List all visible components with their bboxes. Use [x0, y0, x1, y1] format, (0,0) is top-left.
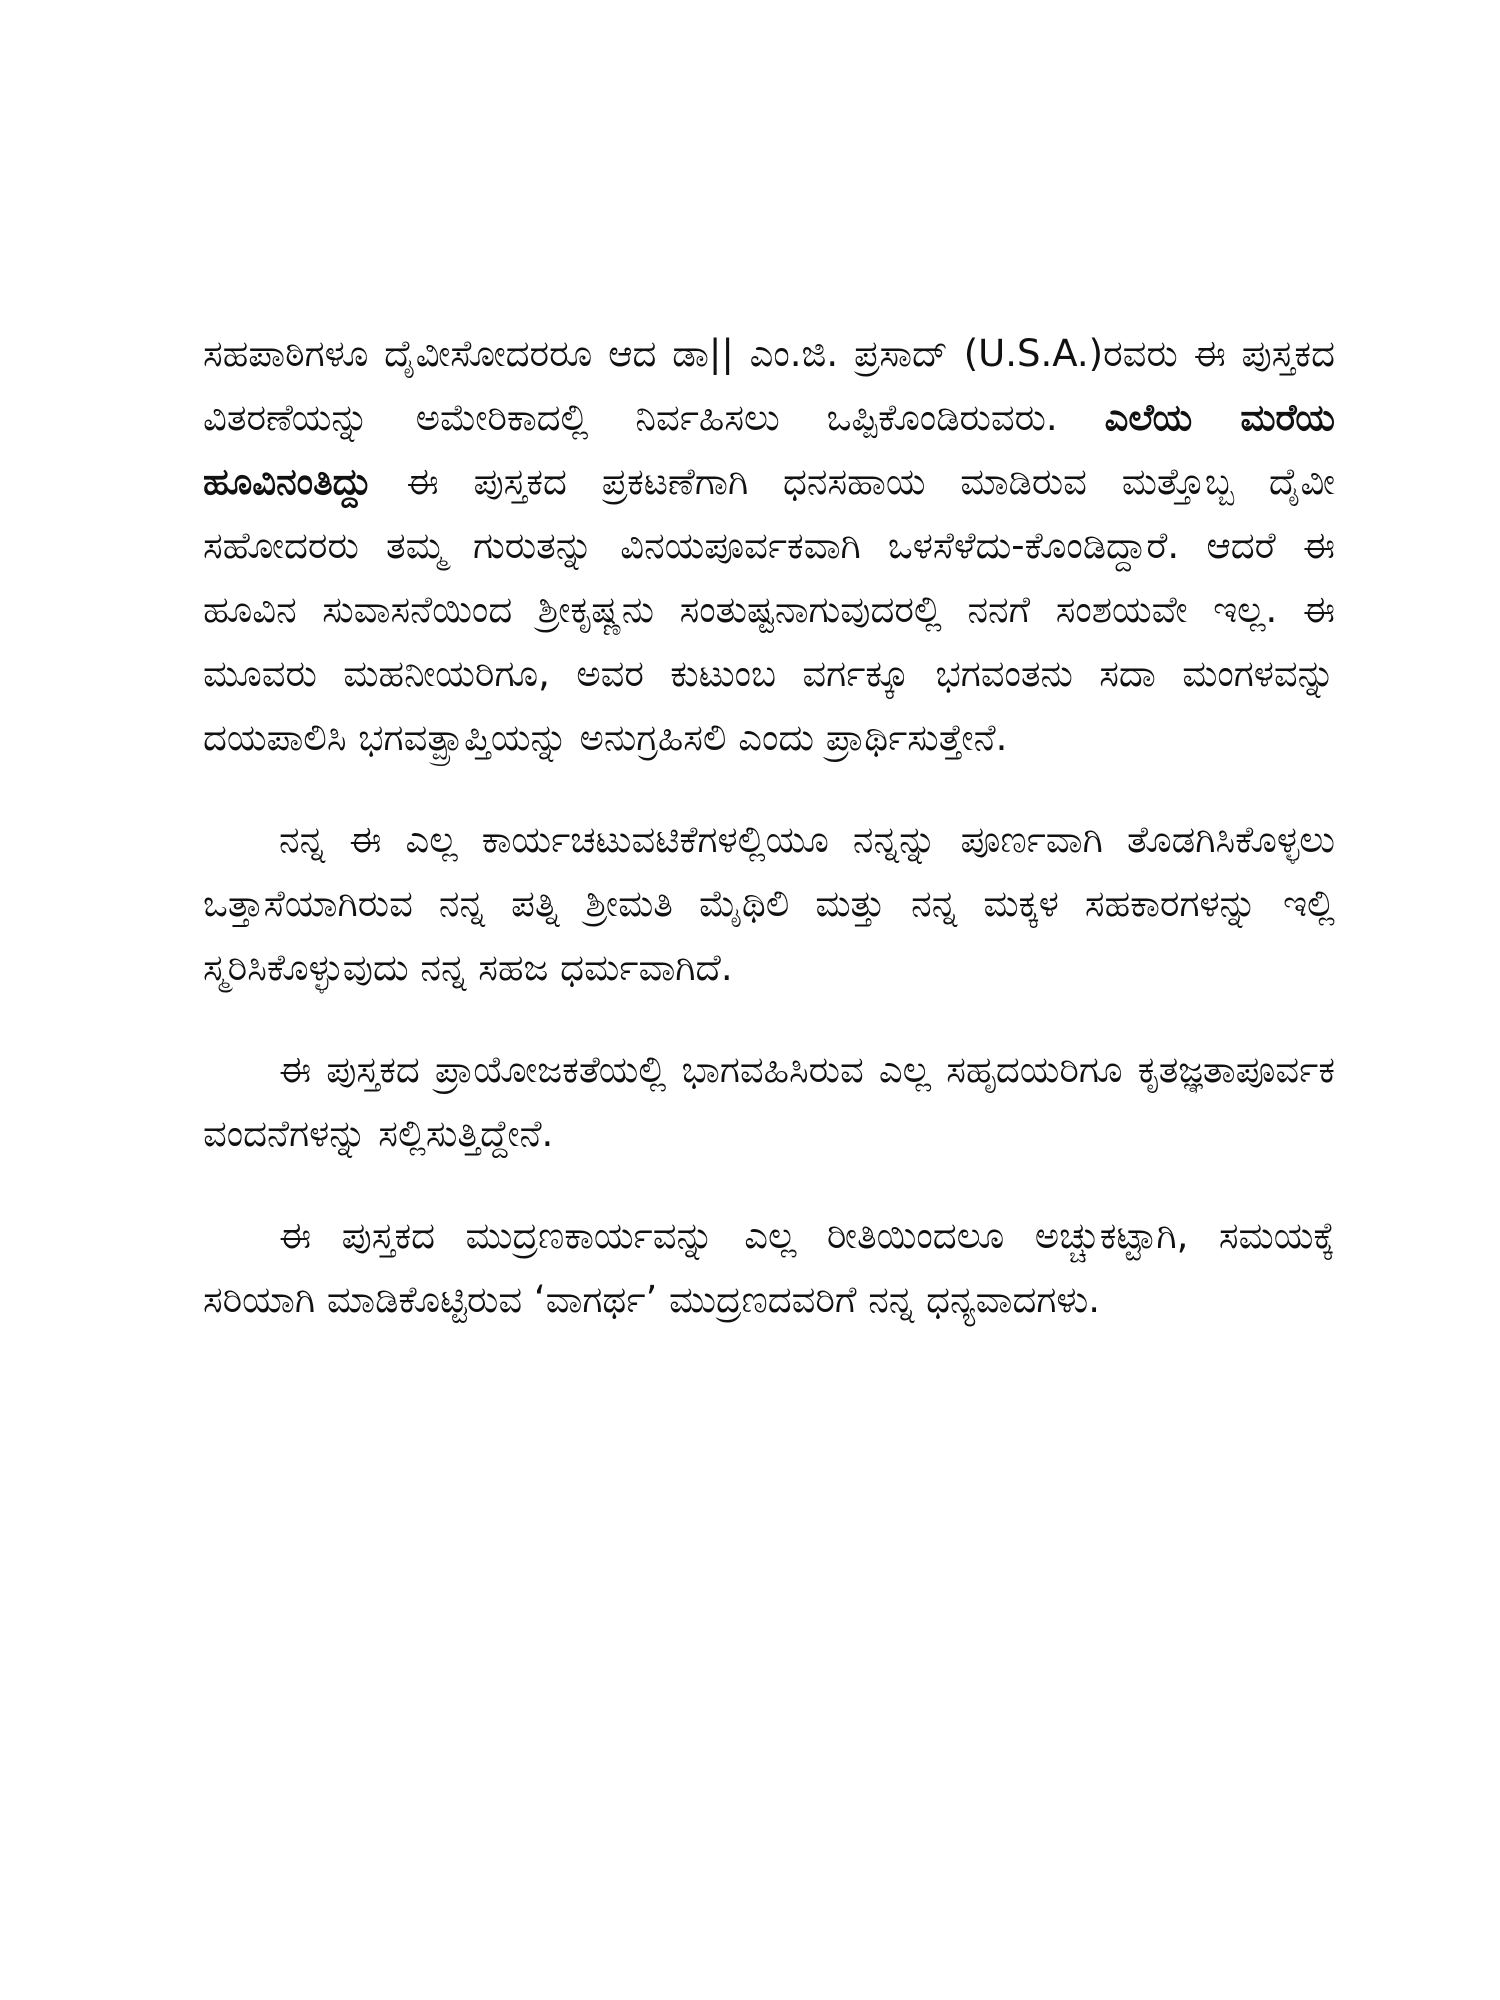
paragraph-text: ಈ ಪುಸ್ತಕದ ಮುದ್ರಣಕಾರ್ಯವನ್ನು ಎಲ್ಲ ರೀತಿಯಿಂದಲೂ ಅಚ್ಚುಕಟ್ಟಾಗಿ, ಸಮಯಕ್ಕೆ ಸರಿಯಾಗಿ ಮಾಡಿಕೊಟ್ಟಿರುವ ‘ವಾಗರ್ಥ’ ಮುದ್ರಣದವರಿಗೆ ನನ್ನ ಧನ್ಯವಾದಗಳು.: [203, 1214, 1335, 1321]
paragraph-text: ಸಹಪಾಠಿಗಳೂ ದೈವೀಸೋದರರೂ ಆದ ಡಾ|| ಎಂ.ಜಿ. ಪ್ರಸಾದ್ (U.S.A.)ರವರು ಈ ಪುಸ್ತಕದ ವಿತರಣೆಯನ್ನು ಅಮೇರಿಕಾದಲ್ಲಿ ನಿರ್ವಹಿಸಲು ಒಪ್ಪಿಕೊಂಡಿರುವರು.: [203, 332, 1335, 439]
paragraph-text: ನನ್ನ ಈ ಎಲ್ಲ ಕಾರ್ಯಚಟುವಟಿಕೆಗಳಲ್ಲಿಯೂ ನನ್ನನ್ನು ಪೂರ್ಣವಾಗಿ ತೊಡಗಿಸಿಕೊಳ್ಳಲು ಒತ್ತಾಸೆಯಾಗಿರುವ ನನ್ನ ಪತ್ನಿ ಶ್ರೀಮತಿ ಮೈಥಿಲಿ ಮತ್ತು ನನ್ನ ಮಕ್ಕಳ ಸಹಕಾರಗಳನ್ನು ಇಲ್ಲಿ ಸ್ಮರಿಸಿಕೊಳ್ಳುವುದು ನನ್ನ ಸಹಜ ಧರ್ಮವಾಗಿದೆ.: [203, 818, 1335, 989]
paragraph-text: ಈ ಪುಸ್ತಕದ ಪ್ರಾಯೋಜಕತೆಯಲ್ಲಿ ಭಾಗವಹಿಸಿರುವ ಎಲ್ಲ ಸಹೃದಯರಿಗೂ ಕೃತಜ್ಞತಾಪೂರ್ವಕ ವಂದನೆಗಳನ್ನು ಸಲ್ಲಿಸುತ್ತಿದ್ದೇನೆ.: [203, 1048, 1335, 1155]
body-text: [203, 322, 1335, 1370]
paragraph-text: ಈ ಪುಸ್ತಕದ ಪ್ರಕಟಣೆಗಾಗಿ ಧನಸಹಾಯ ಮಾಡಿರುವ ಮತ್ತೊಬ್ಬ ದೈವೀ ಸಹೋದರರು ತಮ್ಮ ಗುರುತನ್ನು ವಿನಯಪೂರ್ವಕವಾಗಿ ಒಳಸೆಳೆದು-ಕೊಂಡಿದ್ದಾರೆ. ಆದರೆ ಈ ಹೂವಿನ ಸುವಾಸನೆಯಿಂದ ಶ್ರೀಕೃಷ್ಣನು ಸಂತುಷ್ಟನಾಗುವುದರಲ್ಲಿ ನನಗೆ ಸಂಶಯವೇ ಇಲ್ಲ. ಈ ಮೂವರು ಮಹನೀಯರಿಗೂ, ಅವರ ಕುಟುಂಬ ವರ್ಗಕ್ಕೂ ಭಗವಂತನು ಸದಾ ಮಂಗಳವನ್ನು ದಯಪಾಲಿಸಿ ಭಗವತ್ಪ್ರಾಪ್ತಿಯನ್ನು ಅನುಗ್ರಹಿಸಲಿ ಎಂದು ಪ್ರಾರ್ಥಿಸುತ್ತೇನೆ.: [203, 460, 1335, 759]
paragraph-acknowledgement-family: [203, 808, 1335, 1000]
emphasized-phrase: ಎಲೆಯ ಮರೆಯ ಹೂವಿನಂತಿದ್ದು: [203, 396, 1335, 503]
paragraph-acknowledgement-donors: [203, 322, 1335, 770]
paragraph-acknowledgement-sponsors: [203, 1038, 1335, 1166]
paragraph-acknowledgement-printers: [203, 1204, 1335, 1332]
